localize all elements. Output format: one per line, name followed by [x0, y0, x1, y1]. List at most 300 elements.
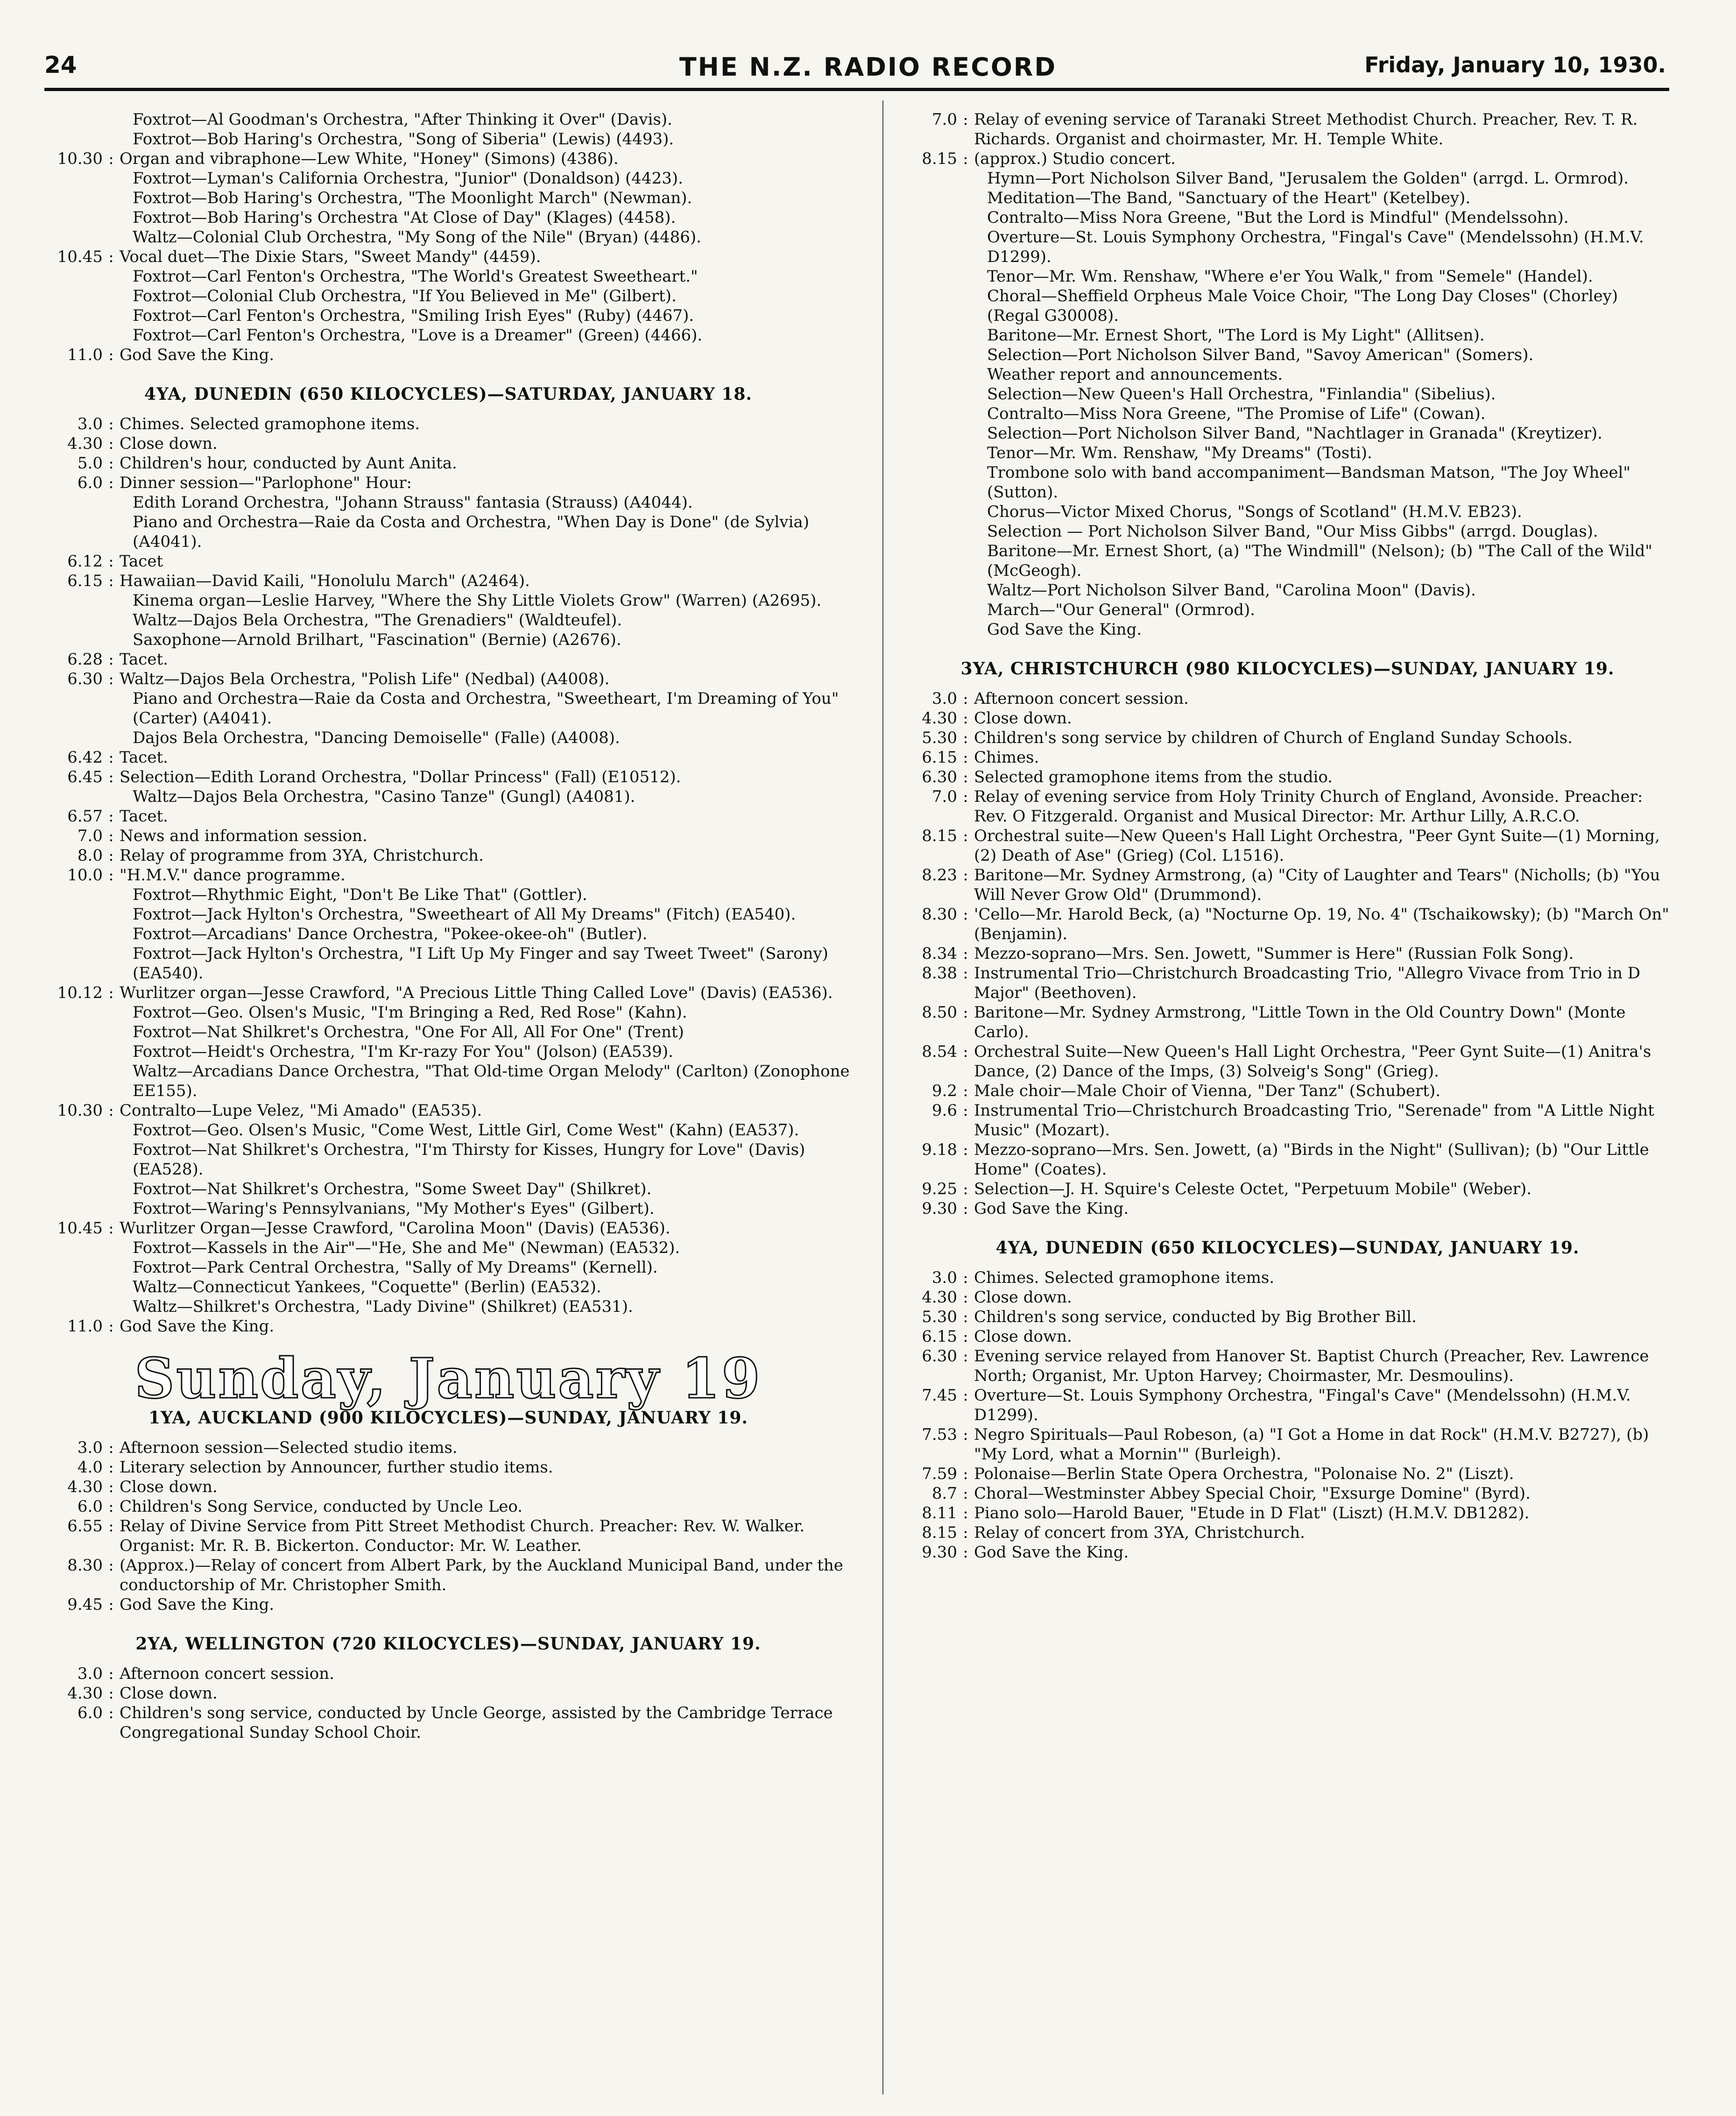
entry-separator [103, 286, 120, 306]
dunedin-saturday-list [47, 414, 850, 1336]
entry-text: Dajos Bela Orchestra, "Dancing Demoiselle" (Falle) (A4008). [133, 729, 620, 747]
entry-separator [103, 1022, 120, 1042]
entry-separator [957, 502, 974, 522]
entry-time: 6.42 [67, 748, 103, 767]
entry-time [47, 630, 103, 650]
programme-entry [47, 1218, 850, 1238]
entry-text: Wurlitzer organ—Jesse Crawford, "A Precious Little Thing Called Love" (Davis) (EA536). [120, 984, 833, 1002]
programme-entry [47, 345, 850, 365]
entry-time: 8.15 [922, 1523, 957, 1542]
entry-time [47, 1003, 103, 1022]
entry-time: 10.45 [57, 248, 103, 266]
entry-text: Close down. [120, 1478, 218, 1496]
entry-text: God Save the King. [974, 1543, 1129, 1562]
entry-time: 4.30 [67, 1478, 103, 1496]
entry-separator [103, 591, 120, 610]
entry-text: Baritone—Mr. Sydney Armstrong, (a) "City of Laughter and Tears" (Nicholls; (b) "You Will Never Grow Old" (Drummond). [974, 866, 1660, 904]
programme-entry [47, 1238, 850, 1258]
entry-separator: : [963, 1003, 968, 1022]
entry-text: Foxtrot—Carl Fenton's Orchestra, "Smiling Irish Eyes" (Ruby) (4467). [133, 306, 694, 325]
wellington-sunday-list [47, 1664, 850, 1742]
entry-separator [957, 424, 974, 443]
entry-time: 6.30 [922, 1347, 957, 1366]
entry-separator: : [963, 709, 968, 728]
auckland-sunday-list [47, 1438, 850, 1614]
programme-entry [47, 650, 850, 669]
christchurch-sunday-list [901, 689, 1674, 1218]
entry-text: Close down. [974, 709, 1072, 728]
entry-separator [103, 728, 120, 748]
entry-text: Tacet. [120, 807, 168, 826]
issue-date: Friday, January 10, 1930. [1364, 52, 1666, 78]
entry-time: 6.15 [922, 748, 957, 767]
programme-entry [901, 748, 1674, 767]
entry-time [901, 463, 957, 502]
programme-entry [47, 267, 850, 286]
entry-text: Orchestral suite—New Queen's Hall Light Orchestra, "Peer Gynt Suite—(1) Morning, (2) Death of Ase" (Grieg) (Col. L1516). [974, 827, 1660, 865]
entry-separator: : [108, 1704, 114, 1722]
entry-separator [103, 610, 120, 630]
entry-time [47, 1140, 103, 1179]
entry-text: Selection—Edith Lorand Orchestra, "Dollar Princess" (Fall) (E10512). [120, 768, 681, 786]
entry-separator: : [963, 905, 968, 924]
entry-text: Foxtrot—Geo. Olsen's Music, "I'm Bringing a Red, Red Rose" (Kahn). [133, 1003, 687, 1022]
entry-separator: : [963, 1543, 968, 1562]
programme-entry [901, 502, 1674, 522]
entry-time [901, 188, 957, 208]
entry-separator: : [108, 748, 114, 767]
entry-time [47, 1199, 103, 1218]
entry-separator: : [963, 1101, 968, 1120]
programme-entry [47, 188, 850, 208]
entry-time [901, 541, 957, 580]
entry-text: God Save the King. [120, 1317, 275, 1336]
entry-text: Foxtrot—Jack Hylton's Orchestra, "I Lift Up My Finger and say Tweet Tweet" (Sarony) (EA540). [133, 944, 828, 983]
entry-time [901, 620, 957, 639]
entry-time: 3.0 [932, 689, 957, 708]
entry-time [47, 1277, 103, 1297]
programme-entry [47, 326, 850, 345]
entry-text: Children's song service, conducted by Uncle George, assisted by the Cambridge Terrace Congregational Sunday School Choir. [120, 1704, 833, 1742]
entry-text: Foxtrot—Bob Haring's Orchestra, "The Moonlight March" (Newman). [133, 189, 692, 207]
entry-text: Foxtrot—Carl Fenton's Orchestra, "The World's Greatest Sweetheart." [133, 267, 698, 286]
entry-time [901, 326, 957, 345]
entry-time [47, 286, 103, 306]
entry-text: Tacet [120, 552, 163, 571]
programme-entry [47, 1458, 850, 1477]
entry-text: Selection—Port Nicholson Silver Band, "Savoy American" (Somers). [987, 346, 1534, 364]
entry-separator [957, 620, 974, 639]
entry-separator: : [108, 1219, 114, 1238]
programme-entry [901, 463, 1674, 502]
entry-text: Instrumental Trio—Christchurch Broadcasting Trio, "Serenade" from "A Little Night Music" (Mozart). [974, 1101, 1654, 1139]
entry-text: Foxtrot—Nat Shilkret's Orchestra, "Some Sweet Day" (Shilkret). [133, 1180, 652, 1198]
entry-separator [103, 326, 120, 345]
left-column [47, 110, 850, 1742]
programme-entry [47, 306, 850, 326]
entry-separator [103, 1258, 120, 1277]
entry-time: 9.30 [922, 1199, 957, 1218]
entry-separator: : [963, 1042, 968, 1061]
entry-separator: : [108, 768, 114, 786]
programme-entry [47, 434, 850, 453]
entry-time [47, 326, 103, 345]
entry-text: Relay of evening service from Holy Trinity Church of England, Avonside. Preacher: Rev. O Fitzgerald. Organist and Musical Director: Mr. Arthur Lilly, A.R.C.O. [974, 787, 1643, 826]
programme-entry [47, 1556, 850, 1595]
entry-text: Literary selection by Announcer, further studio items. [120, 1458, 553, 1477]
entry-text: Relay of concert from 3YA, Christchurch. [974, 1523, 1305, 1542]
entry-separator [957, 404, 974, 424]
programme-entry [901, 1346, 1674, 1386]
entry-time: 3.0 [77, 1664, 103, 1683]
entry-text: Close down. [974, 1327, 1072, 1346]
entry-time: 3.0 [77, 415, 103, 433]
entry-time [901, 580, 957, 600]
entry-text: Waltz—Dajos Bela Orchestra, "The Grenadiers" (Waldteufel). [133, 611, 622, 630]
entry-separator: : [963, 1484, 968, 1503]
entry-separator: : [108, 1517, 114, 1536]
entry-separator [103, 110, 120, 129]
programme-entry [47, 129, 850, 149]
programme-entry [901, 1179, 1674, 1199]
entry-separator [103, 169, 120, 188]
page-header [0, 0, 1736, 93]
entry-time [47, 306, 103, 326]
entry-text: Contralto—Miss Nora Greene, "The Promise of Life" (Cowan). [987, 404, 1486, 423]
entry-time: 5.30 [922, 1308, 957, 1326]
programme-entry [47, 983, 850, 1003]
entry-text: Overture—St. Louis Symphony Orchestra, "Fingal's Cave" (Mendelssohn) (H.M.V. D1299). [974, 1386, 1631, 1424]
entry-time: 6.28 [67, 650, 103, 669]
entry-separator [957, 522, 974, 541]
programme-entry [901, 708, 1674, 728]
entry-text: Organ and vibraphone—Lew White, "Honey" (Simons) (4386). [120, 149, 619, 168]
header-rule [44, 88, 1669, 91]
entry-text: Contralto—Miss Nora Greene, "But the Lord is Mindful" (Mendelssohn). [987, 208, 1569, 227]
entry-separator [103, 129, 120, 149]
entry-text: Choral—Westminster Abbey Special Choir, "Exsurge Domine" (Byrd). [974, 1484, 1531, 1503]
entry-text: Chimes. [974, 748, 1039, 767]
programme-entry [47, 1595, 850, 1614]
entry-separator [957, 169, 974, 188]
entry-text: Waltz—Arcadians Dance Orchestra, "That Old-time Organ Melody" (Carlton) (Zonophone EE155). [133, 1062, 850, 1100]
entry-separator [957, 267, 974, 286]
programme-entry [47, 826, 850, 846]
entry-separator: : [963, 149, 968, 168]
entry-text: God Save the King. [987, 620, 1142, 639]
programme-entry [901, 689, 1674, 708]
entry-time [901, 345, 957, 365]
programme-entry [47, 1140, 850, 1179]
programme-entry [901, 1543, 1674, 1562]
programme-entry [47, 748, 850, 767]
entry-separator: : [108, 846, 114, 865]
entry-text: Relay of programme from 3YA, Christchurch. [120, 846, 484, 865]
programme-entry [901, 522, 1674, 541]
entry-time [47, 110, 103, 129]
programme-entry [901, 580, 1674, 600]
entry-text: News and information session. [120, 827, 367, 845]
entry-separator [957, 345, 974, 365]
programme-entry [901, 826, 1674, 865]
entry-separator: : [108, 552, 114, 571]
programme-entry [901, 1199, 1674, 1218]
programme-entry [47, 1516, 850, 1556]
entry-separator [103, 1003, 120, 1022]
entry-text: Chorus—Victor Mixed Chorus, "Songs of Scotland" (H.M.V. EB23). [987, 502, 1522, 521]
entry-text: Children's Song Service, conducted by Uncle Leo. [120, 1497, 523, 1516]
programme-entry [901, 787, 1674, 826]
entry-separator: : [108, 1478, 114, 1496]
entry-separator: : [963, 1288, 968, 1307]
entry-text: Afternoon session—Selected studio items. [120, 1438, 458, 1457]
entry-separator: : [963, 689, 968, 708]
entry-time: 5.30 [922, 729, 957, 747]
entry-separator: : [108, 1438, 114, 1457]
entry-text: Selection—Port Nicholson Silver Band, "Nachtlager in Granada" (Kreytizer). [987, 424, 1602, 443]
entry-separator: : [963, 787, 968, 806]
entry-time: 8.54 [922, 1042, 957, 1061]
entry-text: (Approx.)—Relay of concert from Albert Park, by the Auckland Municipal Band, under the conductorship of Mr. Christopher Smith. [120, 1556, 843, 1594]
entry-separator [103, 885, 120, 905]
entry-separator: : [108, 984, 114, 1002]
entry-time [901, 227, 957, 267]
entry-time: 8.30 [67, 1556, 103, 1575]
entry-text: Waltz—Connecticut Yankees, "Coquette" (Berlin) (EA532). [133, 1278, 601, 1296]
programme-entry [901, 1307, 1674, 1327]
entry-text: Foxtrot—Bob Haring's Orchestra, "Song of Siberia" (Lewis) (4493). [133, 130, 674, 149]
entry-separator: : [963, 1308, 968, 1326]
entry-separator [957, 384, 974, 404]
entry-time: 7.0 [932, 787, 957, 806]
entry-time: 9.25 [922, 1180, 957, 1198]
entry-time [47, 728, 103, 748]
entry-separator: : [963, 1347, 968, 1366]
programme-entry [47, 591, 850, 610]
entry-time [47, 1297, 103, 1316]
entry-time: 6.45 [67, 768, 103, 786]
entry-time: 8.7 [932, 1484, 957, 1503]
programme-entry [901, 1042, 1674, 1081]
entry-separator [103, 689, 120, 728]
entry-separator [103, 493, 120, 512]
entry-text: Relay of Divine Service from Pitt Street Methodist Church. Preacher: Rev. W. Walker. Organist: Mr. R. B. Bickerton. Conductor: Mr. W. Leather. [120, 1517, 805, 1555]
programme-entry [901, 541, 1674, 580]
entry-separator: : [963, 964, 968, 983]
programme-entry [901, 345, 1674, 365]
programme-entry [47, 905, 850, 924]
entry-text: Piano and Orchestra—Raie da Costa and Orchestra, "When Day is Done" (de Sylvia) (A4041). [133, 513, 810, 551]
entry-time [901, 424, 957, 443]
entry-text: Trombone solo with band accompaniment—Bandsman Matson, "The Joy Wheel" (Sutton). [987, 463, 1631, 502]
entry-time: 5.0 [77, 454, 103, 473]
programme-entry [47, 1316, 850, 1336]
programme-entry [901, 1140, 1674, 1179]
entry-separator [103, 924, 120, 944]
entry-time: 9.18 [922, 1140, 957, 1159]
programme-entry [47, 1497, 850, 1516]
entry-separator: : [963, 1504, 968, 1522]
entry-text: Waltz—Dajos Bela Orchestra, "Casino Tanze" (Gungl) (A4081). [133, 787, 635, 806]
programme-entry [901, 267, 1674, 286]
programme-entry [901, 286, 1674, 326]
entry-time: 7.45 [922, 1386, 957, 1405]
programme-entry [901, 326, 1674, 345]
entry-separator: : [108, 149, 114, 168]
entry-separator: : [108, 1556, 114, 1575]
programme-entry [901, 1464, 1674, 1484]
entry-time [901, 384, 957, 404]
entry-text: Selection — Port Nicholson Silver Band, "Our Miss Gibbs" (arrgd. Douglas). [987, 522, 1598, 541]
column-divider [882, 100, 883, 2095]
entry-text: Waltz—Dajos Bela Orchestra, "Polish Life" (Nedbal) (A4008). [120, 670, 610, 688]
programme-entry [47, 1438, 850, 1458]
entry-separator: : [963, 1180, 968, 1198]
entry-time: 7.0 [77, 827, 103, 845]
entry-time [47, 129, 103, 149]
entry-text: Weather report and announcements. [987, 365, 1283, 384]
entry-separator: : [963, 1140, 968, 1159]
programme-entry [47, 552, 850, 571]
entry-separator [957, 600, 974, 620]
entry-time: 4.30 [922, 709, 957, 728]
entry-separator [103, 1042, 120, 1062]
entry-text: God Save the King. [974, 1199, 1129, 1218]
entry-text: Foxtrot—Geo. Olsen's Music, "Come West, Little Girl, Come West" (Kahn) (EA537). [133, 1121, 799, 1139]
entry-separator: : [108, 1101, 114, 1120]
entry-time: 10.30 [57, 1101, 103, 1120]
entry-text: Children's song service, conducted by Big Brother Bill. [974, 1308, 1417, 1326]
entry-time [47, 1062, 103, 1101]
entry-text: Foxtrot—Al Goodman's Orchestra, "After Thinking it Over" (Davis). [133, 110, 672, 129]
programme-entry [901, 227, 1674, 267]
programme-entry [47, 924, 850, 944]
programme-entry [901, 1503, 1674, 1523]
entry-time [901, 404, 957, 424]
programme-entry [47, 571, 850, 591]
entry-separator [957, 208, 974, 227]
entry-separator [103, 1062, 120, 1101]
entry-time: 6.30 [922, 768, 957, 786]
entry-text: Piano and Orchestra—Raie da Costa and Orchestra, "Sweetheart, I'm Dreaming of You" (Carter) (A4041). [133, 689, 839, 728]
entry-separator [957, 286, 974, 326]
entry-text: Foxtrot—Nat Shilkret's Orchestra, "I'm Thirsty for Kisses, Hungry for Love" (Davis) (EA528). [133, 1140, 805, 1179]
entry-time: 10.45 [57, 1219, 103, 1238]
entry-separator: : [108, 474, 114, 492]
programme-entry [47, 414, 850, 434]
entry-text: Polonaise—Berlin State Opera Orchestra, "Polonaise No. 2" (Liszt). [974, 1465, 1514, 1483]
entry-time: 6.0 [77, 474, 103, 492]
entry-text: Baritone—Mr. Sydney Armstrong, "Little Town in the Old Country Down" (Monte Carlo). [974, 1003, 1626, 1041]
entry-time: 6.57 [67, 807, 103, 826]
dunedin-sunday-list [901, 1268, 1674, 1562]
programme-entry [47, 610, 850, 630]
entry-text: Tenor—Mr. Wm. Renshaw, "Where e'er You Walk," from "Semele" (Handel). [987, 267, 1593, 286]
section-heading-dunedin-saturday: 4YA, DUNEDIN (650 KILOCYCLES)—SATURDAY, JANUARY 18. [144, 384, 752, 404]
programme-entry [47, 807, 850, 826]
entry-text: Hawaiian—David Kaili, "Honolulu March" (A2464). [120, 572, 530, 590]
entry-time: 8.15 [922, 827, 957, 845]
programme-entry [47, 689, 850, 728]
entry-text: Negro Spirituals—Paul Robeson, (a) "I Got a Home in dat Rock" (H.M.V. B2727), (b) "My Lord, what a Mornin'" (Burleigh). [974, 1425, 1649, 1464]
entry-separator: : [108, 248, 114, 266]
entry-text: Afternoon concert session. [120, 1664, 334, 1683]
entry-time: 6.15 [922, 1327, 957, 1346]
programme-entry [47, 453, 850, 473]
programme-entry [901, 443, 1674, 463]
entry-text: 'Cello—Mr. Harold Beck, (a) "Nocturne Op. 19, No. 4" (Tschaikowsky); (b) "March On" (Benjamin). [974, 905, 1669, 943]
entry-separator [103, 267, 120, 286]
section-heading-dunedin-sunday: 4YA, DUNEDIN (650 KILOCYCLES)—SUNDAY, JANUARY 19. [995, 1238, 1580, 1258]
programme-entry [47, 1022, 850, 1042]
entry-text: Foxtrot—Lyman's California Orchestra, "Junior" (Donaldson) (4423). [133, 169, 683, 188]
entry-time: 11.0 [67, 1317, 103, 1336]
entry-time [47, 1042, 103, 1062]
entry-separator: : [963, 866, 968, 885]
entry-text: God Save the King. [120, 1595, 275, 1614]
programme-entry [47, 1703, 850, 1742]
entry-time [901, 522, 957, 541]
entry-text: Chimes. Selected gramophone items. [120, 415, 420, 433]
entry-time [47, 227, 103, 247]
entry-separator: : [963, 827, 968, 845]
programme-entry [47, 865, 850, 885]
entry-text: Piano solo—Harold Bauer, "Etude in D Flat" (Liszt) (H.M.V. DB1282). [974, 1504, 1530, 1522]
entry-separator [103, 306, 120, 326]
entry-text: Tacet. [120, 650, 168, 669]
entry-time [47, 905, 103, 924]
programme-entry [901, 188, 1674, 208]
sunday-heading: Sunday, January 19 [134, 1346, 762, 1411]
entry-text: Foxtrot—Heidt's Orchestra, "I'm Kr-razy For You" (Jolson) (EA539). [133, 1042, 673, 1061]
entry-separator [103, 512, 120, 552]
entry-text: Relay of evening service of Taranaki Street Methodist Church. Preacher, Rev. T. R. Richards. Organist and choirmaster, Mr. H. Temple White. [974, 110, 1638, 149]
programme-entry [47, 149, 850, 169]
entry-text: Children's song service by children of Church of England Sunday Schools. [974, 729, 1573, 747]
entry-text: Waltz—Port Nicholson Silver Band, "Carolina Moon" (Davis). [987, 581, 1476, 600]
programme-entry [901, 767, 1674, 787]
entry-text: Kinema organ—Leslie Harvey, "Where the Shy Little Violets Grow" (Warren) (A2695). [133, 591, 822, 610]
entry-separator [957, 541, 974, 580]
entry-time: 7.0 [932, 110, 957, 129]
programme-entry [47, 1120, 850, 1140]
programme-entry [47, 1477, 850, 1497]
wellington-sunday-continued [901, 110, 1674, 639]
programme-entry [901, 905, 1674, 944]
entry-time: 9.30 [922, 1543, 957, 1562]
entry-time: 4.0 [77, 1458, 103, 1477]
entry-time: 4.30 [922, 1288, 957, 1307]
entry-text: Wurlitzer Organ—Jesse Crawford, "Carolina Moon" (Davis) (EA536). [120, 1219, 670, 1238]
entry-text: Foxtrot—Nat Shilkret's Orchestra, "One For All, All For One" (Trent) [133, 1023, 684, 1041]
entry-time [47, 610, 103, 630]
entry-time: 3.0 [77, 1438, 103, 1457]
entry-time: 9.6 [932, 1101, 957, 1120]
entry-time: 7.59 [922, 1465, 957, 1483]
entry-text: Foxtrot—Park Central Orchestra, "Sally of My Dreams" (Kernell). [133, 1258, 658, 1277]
programme-entry [47, 1664, 850, 1684]
entry-separator: : [963, 729, 968, 747]
entry-time [47, 1120, 103, 1140]
entry-separator: : [108, 346, 114, 364]
entry-text: Foxtrot—Kassels in the Air"—"He, She and Me" (Newman) (EA532). [133, 1238, 680, 1257]
entry-time [901, 600, 957, 620]
entry-separator [103, 1199, 120, 1218]
programme-entry [47, 1277, 850, 1297]
entry-text: Waltz—Shilkret's Orchestra, "Lady Divine" (Shilkret) (EA531). [133, 1297, 633, 1316]
entry-separator: : [963, 1082, 968, 1100]
section-heading-wellington-sunday: 2YA, WELLINGTON (720 KILOCYCLES)—SUNDAY, JANUARY 19. [135, 1634, 761, 1654]
